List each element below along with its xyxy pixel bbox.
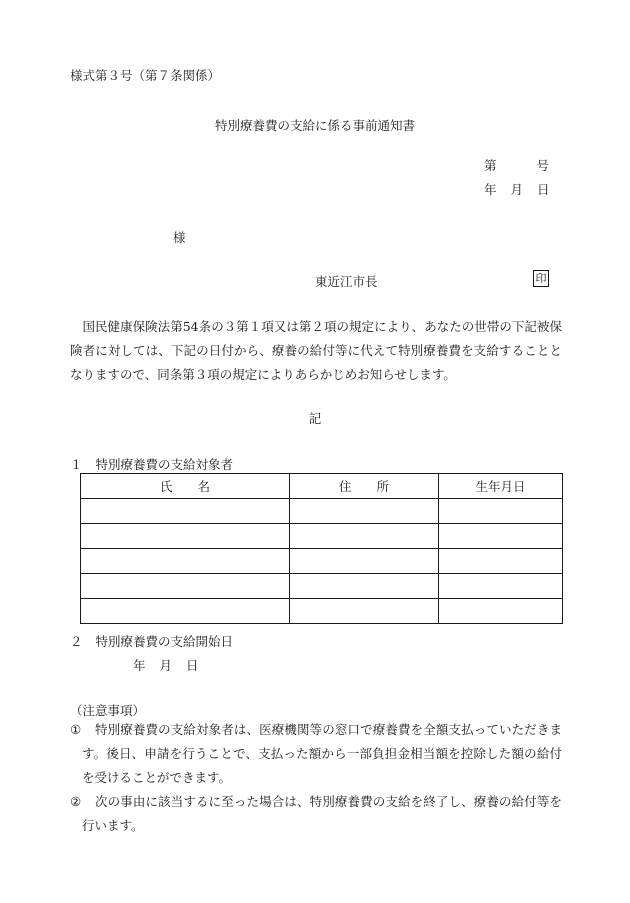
table-cell-name [81, 499, 290, 524]
table-row [81, 549, 563, 574]
document-number-dai: 第 [484, 158, 497, 173]
table-cell-birthdate [439, 574, 563, 599]
section-1-heading [70, 455, 233, 473]
seal-mark: 印 [533, 270, 549, 287]
section-2-number: ２ [70, 634, 83, 649]
note-item [70, 790, 562, 838]
issue-date [484, 180, 550, 198]
table-cell-address [290, 524, 439, 549]
column-header-birthdate: 生年月日 [439, 474, 563, 499]
section-1-number: １ [70, 457, 83, 472]
table-cell-name [81, 599, 290, 624]
table-cell-birthdate [439, 549, 563, 574]
ki-heading: 記 [308, 411, 322, 426]
note-text: 特別療養費の支給対象者は、医療機関等の窓口で療養費を全額支払っていただきます。後日、申請を行うことで、支払った額から一部負担金相当額を控除した額の給付を受けることができます。 [82, 722, 562, 785]
table-cell-name [81, 524, 290, 549]
table-cell-address [290, 574, 439, 599]
table-header-row [81, 474, 563, 499]
table-row [81, 574, 563, 599]
table-cell-birthdate [439, 499, 563, 524]
issue-date-year: 年 [484, 182, 497, 197]
document-title: 特別療養費の支給に係る事前通知書 [214, 118, 415, 133]
table-cell-birthdate [439, 524, 563, 549]
addressee-suffix: 様 [173, 230, 186, 245]
table-cell-address [290, 599, 439, 624]
issue-date-month: 月 [510, 182, 524, 197]
section-2-title: 特別療養費の支給開始日 [95, 634, 234, 649]
table-cell-name [81, 574, 290, 599]
table-row [81, 524, 563, 549]
document-number [484, 156, 549, 174]
column-header-name: 氏 名 [81, 474, 290, 499]
notes-heading: （注意事項） [70, 703, 146, 718]
note-mark: ② [70, 794, 82, 809]
note-item [70, 718, 562, 790]
document-number-go: 号 [536, 158, 550, 173]
table-cell-birthdate [439, 599, 563, 624]
section-2-heading [70, 632, 233, 650]
table-row [81, 499, 563, 524]
table-cell-name [81, 549, 290, 574]
start-date-year: 年 [133, 658, 146, 673]
note-text: 次の事由に該当するに至った場合は、特別療養費の支給を終了し、療養の給付等を行います。 [82, 794, 562, 833]
column-header-address: 住 所 [290, 474, 439, 499]
start-date [133, 656, 199, 674]
start-date-month: 月 [159, 658, 173, 673]
table-row [81, 599, 563, 624]
subjects-table [80, 473, 563, 624]
table-cell-address [290, 549, 439, 574]
issuer-name: 東近江市長 [315, 274, 378, 289]
form-number: 様式第３号（第７条関係） [70, 68, 221, 83]
start-date-day: 日 [186, 658, 199, 673]
note-mark: ① [70, 722, 82, 737]
table-cell-address [290, 499, 439, 524]
section-1-title: 特別療養費の支給対象者 [95, 457, 234, 472]
issue-date-day: 日 [537, 182, 550, 197]
notice-body: 国民健康保険法第54条の３第１項又は第２項の規定により、あなたの世帯の下記被保険者に対しては、下記の日付から、療養の給付等に代えて特別療養費を支給することとなりますので、同条第３項の規定によりあらかじめお知らせします。 [70, 319, 562, 382]
